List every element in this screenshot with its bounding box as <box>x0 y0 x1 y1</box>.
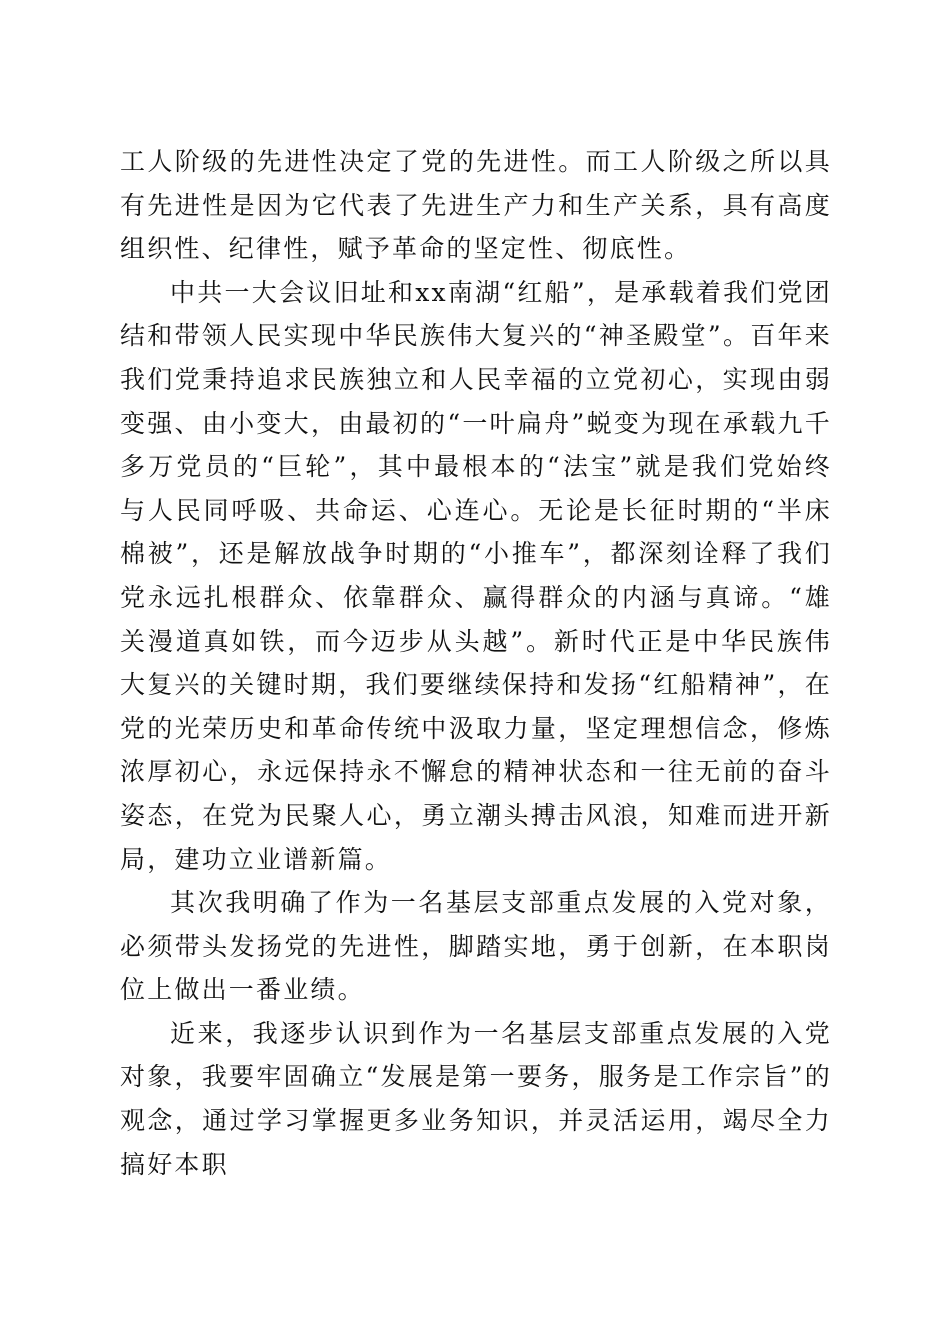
paragraph-secondly: 其次我明确了作为一名基层支部重点发展的入党对象，必须带头发扬党的先进性，脚踏实地，勇于创新，在本职岗位上做出一番业绩。 <box>120 888 832 1005</box>
paragraph-red-boat: 中共一大会议旧址和xx南湖“红船”，是承载着我们党团结和带领人民实现中华民族伟大复兴的“神圣殿堂”。百年来我们党秉持追求民族独立和人民幸福的立党初心，实现由弱变强、由小变大，由最初的“一叶扁舟”蜕变为现在承载九千多万党员的“巨轮”，其中最根本的“法宝”就是我们党始终与人民同呼吸、共命运、心连心。无论是长征时期的“半床棉被”，还是解放战争时期的“小推车”，都深刻诠释了我们党永远扎根群众、依靠群众、赢得群众的内涵与真谛。“雄关漫道真如铁，而今迈步从头越”。新时代正是中华民族伟大复兴的关键时期，我们要继续保持和发扬“红船精神”，在党的光荣历史和革命传统中汲取力量，坚定理想信念，修炼浓厚初心，永远保持永不懈怠的精神状态和一往无前的奋斗姿态，在党为民聚人心，勇立潮头搏击风浪，知难而进开新局，建功立业谱新篇。 <box>120 277 832 874</box>
paragraph-recently: 近来，我逐步认识到作为一名基层支部重点发展的入党对象，我要牢固确立“发展是第一要务，服务是工作宗旨”的观念，通过学习掌握更多业务知识，并灵活运用，竭尽全力搞好本职 <box>120 1018 832 1179</box>
paragraph-continuation: 工人阶级的先进性决定了党的先进性。而工人阶级之所以具有先进性是因为它代表了先进生产力和生产关系，具有高度组织性、纪律性，赋予革命的坚定性、彻底性。 <box>120 147 832 264</box>
document-body <box>120 140 832 1186</box>
